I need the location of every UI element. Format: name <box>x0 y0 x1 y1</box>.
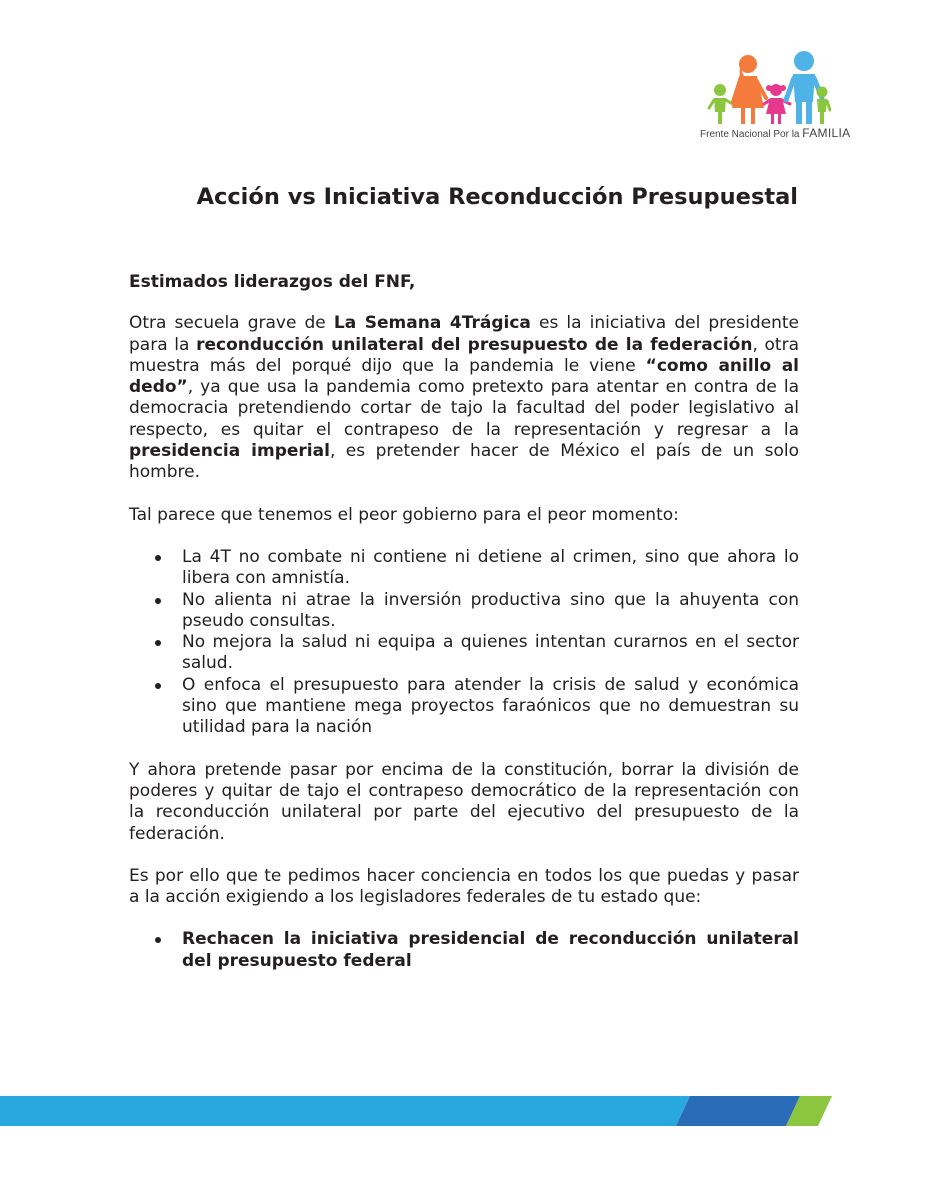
paragraph-constitution: Y ahora pretende pasar por encima de la constitución, borrar la división de poderes y quitar de tajo el contrapeso democrático de la representación con la reconducción unilateral por parte del ejecutivo del presupuesto de la federación. <box>129 759 799 844</box>
logo-organization-name <box>700 126 850 140</box>
text-run: es la iniciativa del presidente para la <box>129 313 799 355</box>
list-item: No alienta ni atrae la inversión productiva sino que la ahuyenta con pseudo consultas. <box>182 589 799 631</box>
greeting: Estimados liderazgos del FNF, <box>129 272 416 292</box>
paragraph-call-to-action: Es por ello que te pedimos hacer conciencia en todos los que puedas y pasar a la acción exigiendo a los legisladores federales de tu estado que: <box>129 865 799 908</box>
text-run: , es pretender hacer de México el país de un solo hombre. <box>129 441 800 483</box>
list-item: La 4T no combate ni contiene ni detiene al crimen, sino que ahora lo libera con amnistía. <box>182 546 799 589</box>
text-run: , ya que usa la pandemia como pretexto para atentar en contra de la democracia pretendiendo cortar de tajo la facultad del poder legislativo al respecto, es quitar el contrapeso de la representación y regresar a la <box>129 377 799 440</box>
paragraph-intro <box>129 313 799 483</box>
list-item: O enfoca el presupuesto para atender la crisis de salud y económica sino que mantiene mega proyectos faraónicos que no demuestran su utilidad para la nación <box>182 674 799 738</box>
logo-org-family: FAMILIA <box>802 126 851 140</box>
action-list <box>129 929 799 972</box>
fnf-logo <box>700 50 850 145</box>
criticism-list <box>129 547 799 739</box>
list-item: No mejora la salud ni equipa a quienes intentan curarnos en el sector salud. <box>182 632 799 674</box>
text-run: Otra secuela grave de <box>129 313 334 334</box>
document-body <box>129 272 799 993</box>
document-title: Acción vs Iniciativa Reconducción Presupuestal <box>196 184 798 210</box>
bold-run: presidencia imperial <box>129 441 330 462</box>
footer-color-band <box>0 1096 832 1126</box>
bold-run: La Semana 4Trágica <box>333 313 531 334</box>
bold-run: reconducción unilateral del presupuesto de la federación <box>196 334 753 355</box>
bold-run: “como anillo al dedo” <box>129 355 799 398</box>
text-run: , otra muestra más del porqué dijo que la pandemia le viene <box>129 334 799 376</box>
family-figures-icon <box>706 50 831 125</box>
paragraph-government: Tal parece que tenemos el peor gobierno para el peor momento: <box>129 504 679 525</box>
list-item: Rechacen la iniciativa presidencial de reconducción unilateral del presupuesto federal <box>182 929 799 971</box>
logo-org-prefix: Frente Nacional Por la <box>700 129 803 140</box>
